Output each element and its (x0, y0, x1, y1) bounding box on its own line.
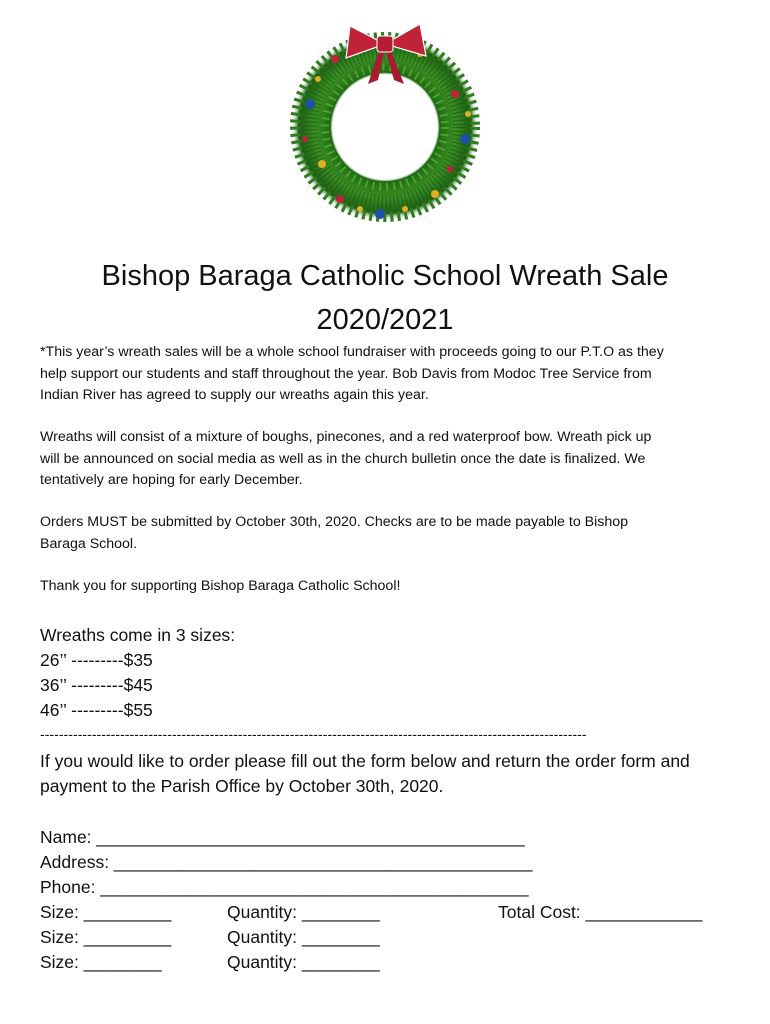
details-line: will be announced on social media as well as in the church bulletin once the date is finalized. We (40, 450, 646, 467)
size-price-item: 26’’ ---------$35 (40, 650, 153, 670)
wreath-illustration (280, 14, 490, 230)
ornament (315, 76, 321, 82)
ornament (336, 195, 344, 203)
intro-paragraph (40, 342, 740, 407)
details-line: tentatively are hoping for early December. (40, 472, 303, 488)
ornament (431, 190, 439, 198)
ornament (318, 160, 326, 168)
ornament (357, 206, 363, 212)
order-instructions-line: If you would like to order please fill out the form below and return the order form and (40, 751, 690, 771)
total-cost-field[interactable]: Total Cost: ____________ (498, 902, 703, 922)
intro-line: *This year’s wreath sales will be a whole school fundraiser with proceeds going to our P.T.O as they (40, 344, 664, 360)
name-field[interactable]: Name: ____________________________________________ (40, 827, 525, 847)
ornament (302, 136, 308, 142)
details-paragraph (40, 427, 740, 492)
details-line: Wreaths will consist of a mixture of boughs, pinecones, and a red waterproof bow. Wreath pick up (40, 429, 652, 445)
intro-line: Indian River has agreed to supply our wreaths again this year. (40, 387, 429, 403)
size-price-item: 46’’ ---------$55 (40, 700, 153, 720)
ornament (305, 99, 315, 109)
ornament (460, 134, 470, 144)
size-field-2[interactable]: Size: _________ (40, 927, 172, 947)
ornament (375, 209, 385, 219)
quantity-field-1[interactable]: Quantity: ________ (227, 902, 380, 922)
size-field-1[interactable]: Size: _________ (40, 902, 172, 922)
cut-line-divider: -------------------------------------------------------------------------------------------------------------------- (40, 726, 587, 742)
address-field[interactable]: Address: ___________________________________________ (40, 852, 533, 872)
ornament (451, 90, 459, 98)
deadline-line: Orders MUST be submitted by October 30th, 2020. Checks are to be made payable to Bishop (40, 514, 629, 530)
deadline-line: Baraga School. (40, 535, 138, 552)
sizes-heading: Wreaths come in 3 sizes: (40, 625, 236, 645)
quantity-field-3[interactable]: Quantity: ________ (227, 952, 380, 972)
order-instructions-line: payment to the Parish Office by October 30th, 2020. (40, 776, 444, 796)
ornament (447, 166, 453, 172)
ornament (402, 206, 408, 212)
phone-field[interactable]: Phone: ____________________________________________ (40, 877, 529, 897)
ornament (465, 111, 471, 117)
quantity-field-2[interactable]: Quantity: ________ (227, 927, 380, 947)
deadline-paragraph (40, 512, 740, 555)
page-title: Bishop Baraga Catholic School Wreath Sale (101, 260, 669, 292)
size-field-3[interactable]: Size: ________ (40, 952, 162, 972)
ornament (331, 55, 339, 63)
page-subtitle-year: 2020/2021 (316, 304, 454, 336)
intro-line: help support our students and staff throughout the year. Bob Davis from Modoc Tree Service from (40, 365, 652, 382)
size-price-item: 36’’ ---------$45 (40, 675, 153, 695)
thanks-text: Thank you for supporting Bishop Baraga Catholic School! (40, 578, 401, 594)
